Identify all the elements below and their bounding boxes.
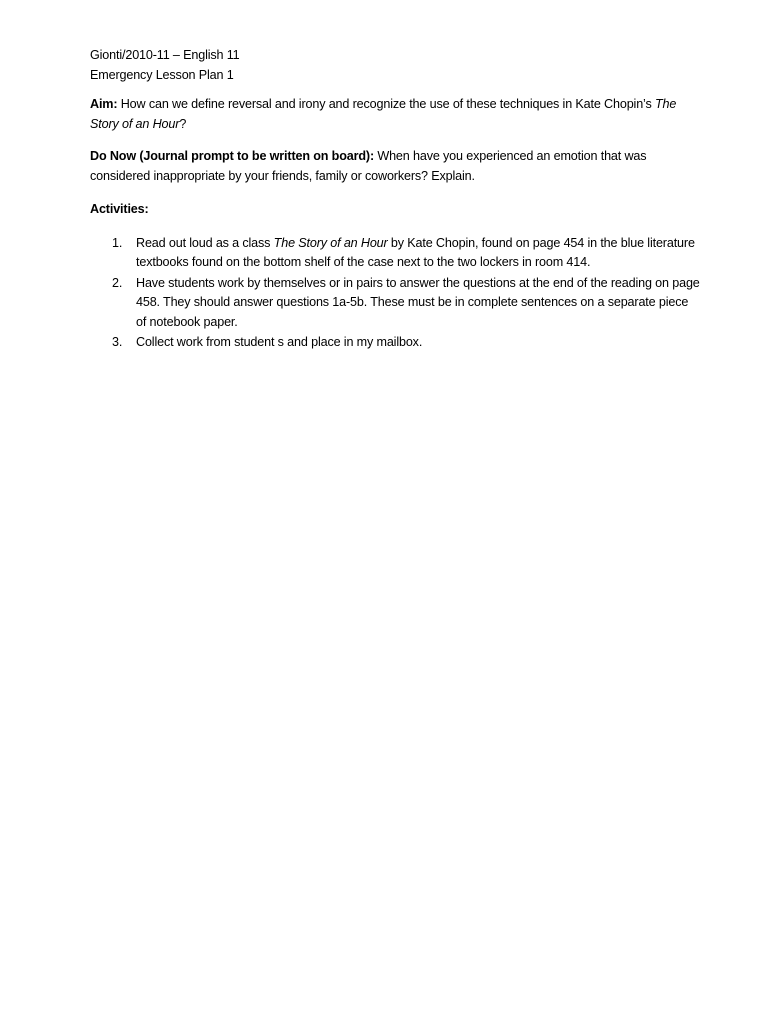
activity-story-title: The Story of an Hour bbox=[273, 235, 388, 250]
activity-number: 2. bbox=[112, 275, 123, 290]
activity-text-after: by Kate Chopin, found on page 454 in the blue literature textbooks found on the bottom shelf of the case next to the two lockers in room 414. bbox=[136, 235, 695, 269]
aim-paragraph bbox=[90, 95, 700, 134]
activity-text-before: Read out loud as a class bbox=[136, 235, 274, 250]
activity-item bbox=[90, 333, 700, 353]
course-line: Gionti/2010-11 – English 11 bbox=[90, 48, 240, 62]
do-now-paragraph bbox=[90, 147, 700, 186]
aim-story-title: The Story of an Hour bbox=[90, 97, 677, 131]
aim-end: ? bbox=[179, 116, 187, 131]
activity-number: 1. bbox=[112, 235, 123, 250]
document-header bbox=[90, 46, 700, 85]
activity-item bbox=[90, 274, 700, 333]
activity-text: Have students work by themselves or in pairs to answer the questions at the end of the reading on page 458. They should answer questions 1a-5b. These must be in complete sentences on a separate piece of notebook paper. bbox=[136, 275, 700, 329]
activities-list bbox=[90, 234, 700, 353]
do-now-text: When have you experienced an emotion that was considered inappropriate by your friends, family or coworkers? Explain. bbox=[90, 149, 647, 183]
aim-text: How can we define reversal and irony and recognize the use of these techniques in Kate Chopin’s bbox=[117, 97, 655, 111]
document-page bbox=[90, 46, 700, 354]
activity-number: 3. bbox=[112, 335, 123, 349]
do-now-label: Do Now (Journal prompt to be written on board): bbox=[90, 149, 374, 163]
aim-label: Aim: bbox=[90, 97, 118, 111]
activity-item bbox=[90, 234, 700, 273]
lesson-plan-title: Emergency Lesson Plan 1 bbox=[90, 67, 234, 82]
activities-heading: Activities: bbox=[90, 202, 149, 216]
activity-text: Collect work from student s and place in my mailbox. bbox=[136, 335, 423, 349]
